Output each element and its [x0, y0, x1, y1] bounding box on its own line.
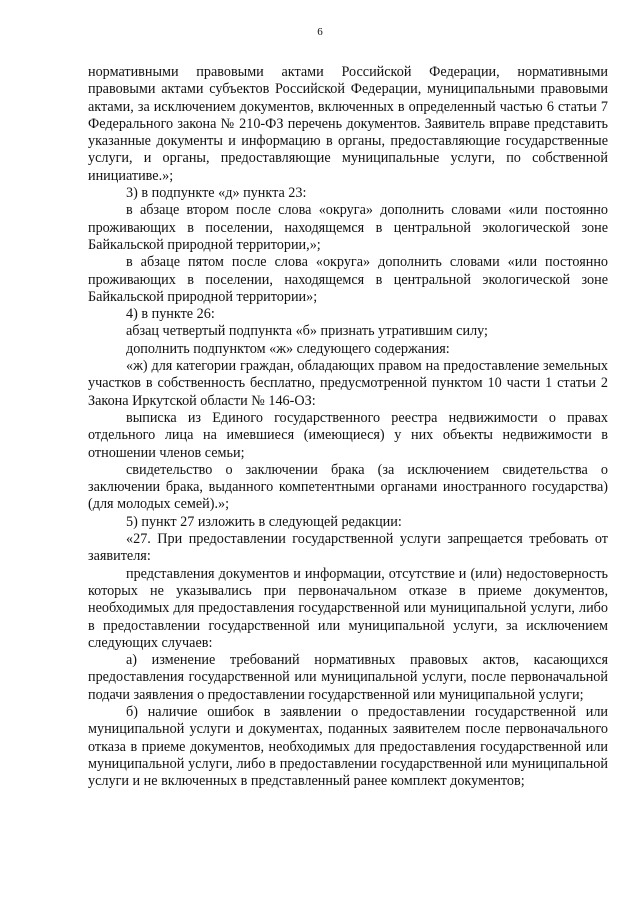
paragraph: «27. При предоставлении государственной услуги запрещается требовать от заявителя:: [88, 531, 608, 565]
paragraph: в абзаце втором после слова «округа» дополнить словами «или постоянно проживающих в поселении, находящемся в центральной экологической зоне Байкальской природной территории,»;: [88, 202, 608, 253]
paragraph: 5) пункт 27 изложить в следующей редакции:: [126, 513, 402, 530]
page-number: 6: [317, 26, 323, 38]
paragraph: абзац четвертый подпункта «б» признать утратившим силу;: [126, 323, 488, 340]
paragraph: в абзаце пятом после слова «округа» дополнить словами «или постоянно проживающих в поселении, находящемся в центральной экологической зоне Байкальской природной территории»;: [88, 254, 608, 305]
paragraph: дополнить подпунктом «ж» следующего содержания:: [126, 340, 450, 357]
document-body: [88, 64, 608, 790]
paragraph: 3) в подпункте «д» пункта 23:: [126, 185, 307, 202]
paragraph: свидетельство о заключении брака (за исключением свидетельства о заключении брака, выданного компетентными органами иностранного государства) (для молодых семей).»;: [88, 461, 608, 513]
paragraph: «ж) для категории граждан, обладающих правом на предоставление земельных участков в собственность бесплатно, предусмотренной пунктом 10 части 1 статьи 2 Закона Иркутской области № 146-ОЗ:: [88, 358, 608, 409]
paragraph: представления документов и информации, отсутствие и (или) недостоверность которых не указывались при первоначальном отказе в приеме документов, необходимых для предоставления государственной или муниципальной услуги, либо в предоставлении государственной или муниципальной услуги, за исключением следующих случаев:: [88, 565, 608, 651]
paragraph: б) наличие ошибок в заявлении о предоставлении государственной или муниципальной услуги и документах, поданных заявителем после первоначального отказа в приеме документов, необходимых для предоставления государственной или муниципальной услуги, либо в предоставлении государственной или муниципальной услуги и не включенных в представленный ранее комплект документов;: [88, 703, 608, 790]
paragraph: нормативными правовыми актами Российской Федерации, нормативными правовыми актами субъектов Российской Федерации, муниципальными правовыми актами, за исключением документов, включенных в определенный частью 6 статьи 7 Федерального закона № 210-ФЗ перечень документов. Заявитель вправе представить указанные документы и информацию в органы, предоставляющие государственные услуги, и органы, предоставляющие муниципальные услуги, по собственной инициативе.»;: [88, 64, 608, 184]
paragraph: а) изменение требований нормативных правовых актов, касающихся предоставления государственной или муниципальной услуги, после первоначальной подачи заявления о предоставлении государственной или муниципальной услуги;: [88, 652, 608, 703]
paragraph: 4) в пункте 26:: [126, 306, 215, 323]
paragraph: выписка из Единого государственного реестра недвижимости о правах отдельного лица на имевшиеся (имеющиеся) у них объекты недвижимости в отношении членов семьи;: [88, 409, 608, 461]
